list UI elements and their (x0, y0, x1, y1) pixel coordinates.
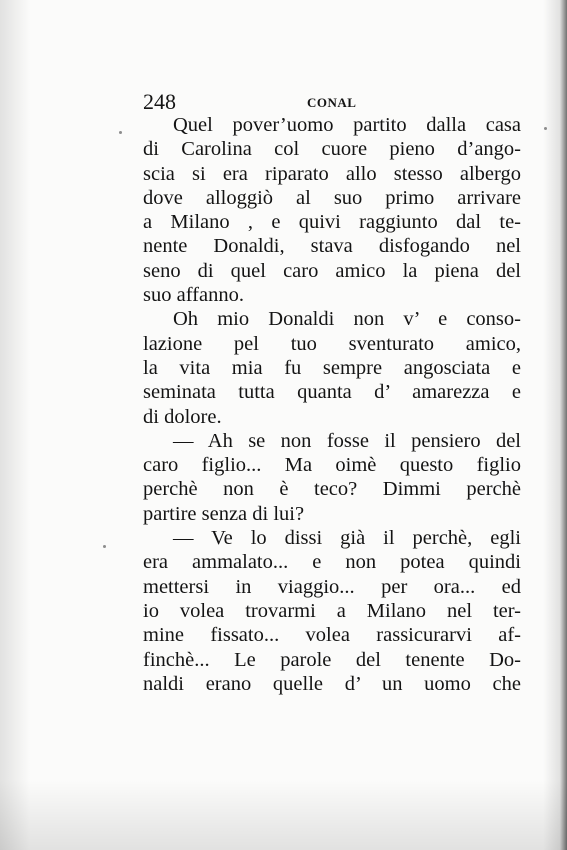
text-line: a Milano , e quivi raggiunto dal te- (143, 211, 521, 234)
text-line: scia si era riparato allo stesso albergo (143, 162, 521, 185)
body-text (143, 113, 521, 696)
text-line: suo affanno. (143, 284, 244, 307)
page-number: 248 (143, 89, 176, 114)
text-line: caro figlio... Ma oimè questo figlio (143, 454, 521, 477)
page-shadow-bottom (0, 780, 567, 850)
text-line: la vita mia fu sempre angosciata e (143, 356, 521, 379)
text-line: partire senza di lui? (143, 502, 305, 525)
text-line: Quel pover’uomo partito dalla casa (173, 114, 521, 136)
page-header (143, 90, 373, 114)
text-line: dove alloggiò al suo primo arrivare (143, 186, 521, 209)
text-line: di dolore. (143, 405, 222, 428)
running-title: CONAL (307, 95, 357, 110)
scan-speck (119, 131, 122, 134)
text-line: di Carolina col cuore pieno d’ango- (143, 138, 521, 161)
scan-speck (544, 127, 547, 130)
text-line: — Ve lo dissi già il perchè, egli (173, 527, 521, 550)
page-shadow-left (0, 0, 30, 850)
text-line: nente Donaldi, stava disfogando nel (143, 235, 521, 258)
text-line: Oh mio Donaldi non v’ e conso- (173, 308, 521, 331)
text-line: naldi erano quelle d’ un uomo che (143, 672, 521, 695)
text-line: era ammalato... e non potea quindi (143, 551, 521, 574)
text-line: seno di quel caro amico la piena del (143, 259, 521, 282)
text-line: perchè non è teco? Dimmi perchè (143, 478, 521, 501)
text-line: lazione pel tuo sventurato amico, (143, 332, 521, 355)
scan-speck (103, 545, 106, 548)
text-line: — Ah se non fosse il pensiero del (173, 429, 521, 452)
text-line: finchè... Le parole del tenente Do- (143, 648, 521, 671)
text-line: io volea trovarmi a Milano nel ter- (143, 599, 521, 622)
text-line: mine fissato... volea rassicurarvi af- (143, 624, 521, 647)
text-line: seminata tutta quanta d’ amarezza e (143, 381, 521, 404)
text-line: mettersi in viaggio... per ora... ed (143, 575, 521, 598)
